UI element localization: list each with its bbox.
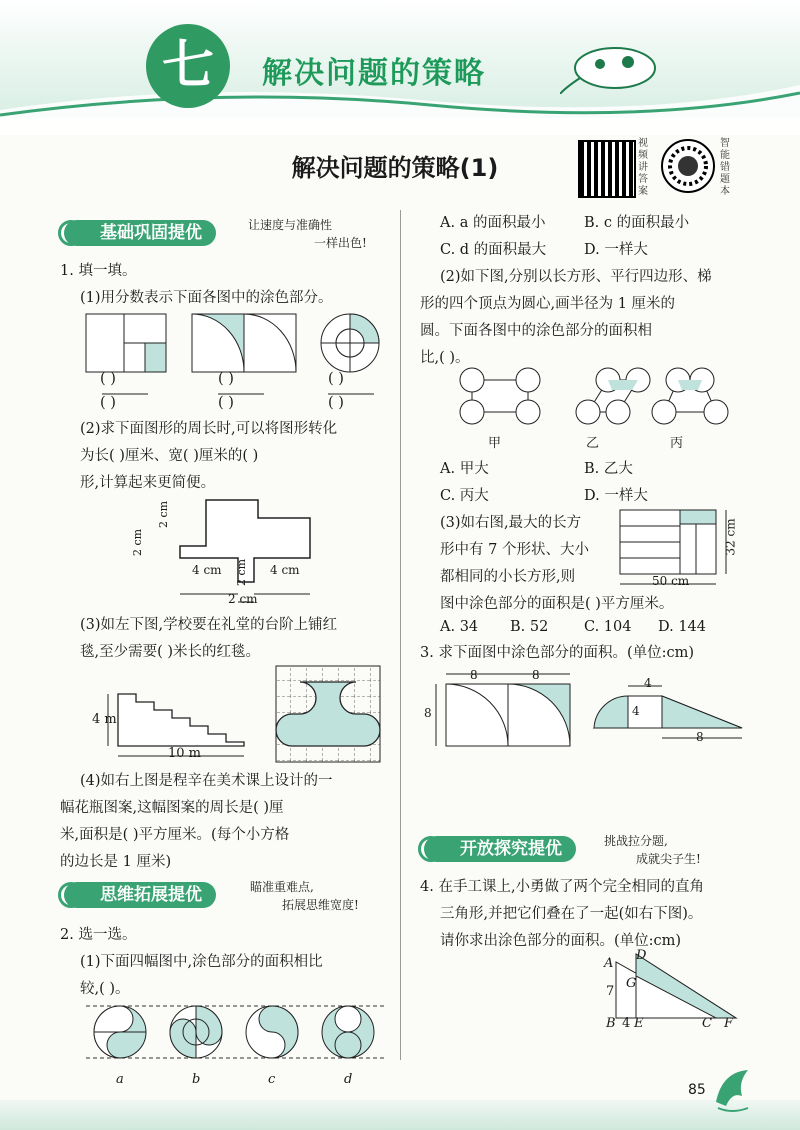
fig2-label-4: 2 cm bbox=[235, 558, 249, 587]
fig2-label-3: 4 cm bbox=[192, 563, 222, 577]
q1-title: 1. 填一填。 bbox=[60, 263, 137, 279]
q2-p1a: (1)下面四幅图中,涂色部分的面积相比 bbox=[80, 954, 323, 970]
q1-p4d: 的边长是 1 厘米) bbox=[60, 854, 172, 870]
shape-label-bing: 丙 bbox=[670, 436, 684, 451]
q2-opt1-d: D. 一样大 bbox=[584, 242, 648, 258]
q1-p4b: 幅花瓶图案,这幅图案的周长是( )厘 bbox=[60, 800, 284, 816]
shape-label-yi: 乙 bbox=[586, 436, 600, 451]
fig2-label-5: 4 cm bbox=[270, 563, 300, 577]
chapter-title: 解决问题的策略 bbox=[262, 56, 486, 91]
q4-label-F: F bbox=[724, 1016, 734, 1031]
q4-label-E: E bbox=[634, 1016, 644, 1031]
q2-title: 2. 选一选。 bbox=[60, 927, 137, 943]
qr-label-mistakes: 智能错题本 bbox=[720, 138, 730, 197]
fraction-top-2: ( ) bbox=[218, 371, 234, 387]
q4-line-3: 请你求出涂色部分的面积。(单位:cm) bbox=[440, 933, 682, 949]
q2-p3c: 都相同的小长方形,则 bbox=[440, 569, 576, 585]
chapter-number-badge: 七 bbox=[146, 24, 230, 108]
section-title: 解决问题的策略(1) bbox=[291, 154, 499, 182]
q2-opt2-d: D. 一样大 bbox=[584, 488, 648, 504]
fig2-label-6: 2 cm bbox=[228, 592, 258, 606]
fraction-bottom-1: ( ) bbox=[100, 395, 116, 411]
q2-opt3-b: B. 52 bbox=[510, 619, 549, 635]
q4-label-D: D bbox=[636, 948, 647, 963]
basic-slogan-2: 一样出色! bbox=[314, 236, 367, 250]
column-divider bbox=[400, 210, 401, 1060]
q2-opt3-a: A. 34 bbox=[440, 619, 479, 635]
q2-p2b: 形的四个顶点为圆心,画半径为 1 厘米的 bbox=[420, 296, 676, 312]
q3-fig1-a: 8 bbox=[470, 668, 478, 682]
q4-label-G: G bbox=[626, 976, 637, 991]
fig2-label-1: 2 cm bbox=[157, 500, 171, 529]
q1-p2b: 为长( )厘米、宽( )厘米的( ) bbox=[80, 448, 259, 464]
fraction-bottom-2: ( ) bbox=[218, 395, 234, 411]
q4-label-4: 4 bbox=[622, 1016, 631, 1031]
q2-p3d: 图中涂色部分的面积是( )平方厘米。 bbox=[440, 596, 674, 612]
q1-p3b: 毯,至少需要( )米长的红毯。 bbox=[80, 644, 261, 660]
stairs-height: 4 m bbox=[92, 712, 117, 727]
circle-label-d: d bbox=[344, 1072, 353, 1087]
q2-p2a: (2)如下图,分别以长方形、平行四边形、梯 bbox=[440, 269, 712, 285]
page-number: 85 bbox=[688, 1082, 706, 1098]
footer-band bbox=[0, 1100, 800, 1130]
q1-p1: (1)用分数表示下面各图中的涂色部分。 bbox=[80, 290, 333, 306]
basic-slogan-1: 让速度与准确性 bbox=[248, 218, 333, 232]
q2-opt2-a: A. 甲大 bbox=[440, 461, 489, 477]
q3-figure-1 bbox=[430, 668, 580, 754]
q4-label-7: 7 bbox=[606, 984, 615, 999]
q2-p1b: 较,( )。 bbox=[80, 981, 130, 997]
q2-opt2-b: B. 乙大 bbox=[584, 461, 633, 477]
q1-p2c: 形,计算起来更简便。 bbox=[80, 475, 216, 491]
q4-line-1: 4. 在手工课上,小勇做了两个完全相同的直角 bbox=[420, 879, 705, 895]
q4-line-2: 三角形,并把它们叠在了一起(如右下图)。 bbox=[440, 906, 703, 922]
thinking-tag: 思维拓展提优 bbox=[64, 882, 216, 908]
q1-vase-figure bbox=[274, 664, 384, 764]
q2-opt1-b: B. c 的面积最小 bbox=[584, 215, 690, 231]
q2-opt2-c: C. 丙大 bbox=[440, 488, 489, 504]
q3-fig2-b: 4 bbox=[632, 704, 640, 718]
q2-p2c: 圆。下面各图中的涂色部分的面积相 bbox=[420, 323, 652, 339]
q3-title: 3. 求下面图中涂色部分的面积。(单位:cm) bbox=[420, 645, 695, 661]
q4-label-B: B bbox=[606, 1016, 616, 1031]
q3-fig1-c: 8 bbox=[424, 706, 432, 720]
circle-label-a: a bbox=[116, 1072, 124, 1087]
q3-figure-2 bbox=[590, 680, 750, 750]
q2-opt3-d: D. 144 bbox=[658, 619, 707, 635]
q2-p3b: 形中有 7 个形状、大小 bbox=[440, 542, 589, 558]
qr-code-video[interactable] bbox=[578, 140, 636, 198]
q2-circle-figures bbox=[86, 1000, 386, 1068]
circle-label-b: b bbox=[192, 1072, 201, 1087]
mascot-icon bbox=[560, 38, 670, 94]
shape-label-jia: 甲 bbox=[488, 436, 502, 451]
q2-shapes-figure bbox=[452, 366, 732, 436]
rect-width: 50 cm bbox=[652, 574, 690, 588]
open-tag: 开放探究提优 bbox=[424, 836, 576, 862]
stairs-width: 10 m bbox=[168, 746, 202, 761]
q4-label-A: A bbox=[604, 956, 614, 971]
basic-tag: 基础巩固提优 bbox=[64, 220, 216, 246]
q2-opt1-a: A. a 的面积最小 bbox=[440, 215, 546, 231]
q2-p2d: 比,( )。 bbox=[420, 350, 470, 366]
q2-p3a: (3)如右图,最大的长方 bbox=[440, 515, 582, 531]
q3-fig1-b: 8 bbox=[532, 668, 540, 682]
q1-p2a: (2)求下面图形的周长时,可以将图形转化 bbox=[80, 421, 338, 437]
circle-label-c: c bbox=[268, 1072, 276, 1087]
q4-label-C: C bbox=[702, 1016, 712, 1031]
q1-p4a: (4)如右上图是程辛在美术课上设计的一 bbox=[80, 773, 333, 789]
q2-opt1-c: C. d 的面积最大 bbox=[440, 242, 547, 258]
q2-opt3-c: C. 104 bbox=[584, 619, 632, 635]
qr-code-mistakes[interactable] bbox=[660, 138, 716, 194]
q3-fig2-c: 8 bbox=[696, 730, 704, 744]
q3-fig2-a: 4 bbox=[644, 676, 652, 690]
fraction-top-3: ( ) bbox=[328, 371, 344, 387]
fig2-label-2: 2 cm bbox=[131, 528, 145, 557]
fraction-top-1: ( ) bbox=[100, 371, 116, 387]
thinking-slogan-2: 拓展思维宽度! bbox=[282, 898, 359, 912]
rect-height: 32 cm bbox=[723, 518, 738, 556]
thinking-slogan-1: 瞄准重难点, bbox=[250, 880, 314, 894]
open-slogan-2: 成就尖子生! bbox=[636, 852, 701, 866]
fraction-bottom-3: ( ) bbox=[328, 395, 344, 411]
q1-p4c: 米,面积是( )平方厘米。(每个小方格 bbox=[60, 827, 290, 843]
dolphin-icon bbox=[708, 1062, 758, 1116]
qr-label-video: 视频讲答案 bbox=[638, 138, 648, 197]
q1-p3a: (3)如左下图,学校要在礼堂的台阶上铺红 bbox=[80, 617, 338, 633]
open-slogan-1: 挑战拉分题, bbox=[604, 834, 668, 848]
